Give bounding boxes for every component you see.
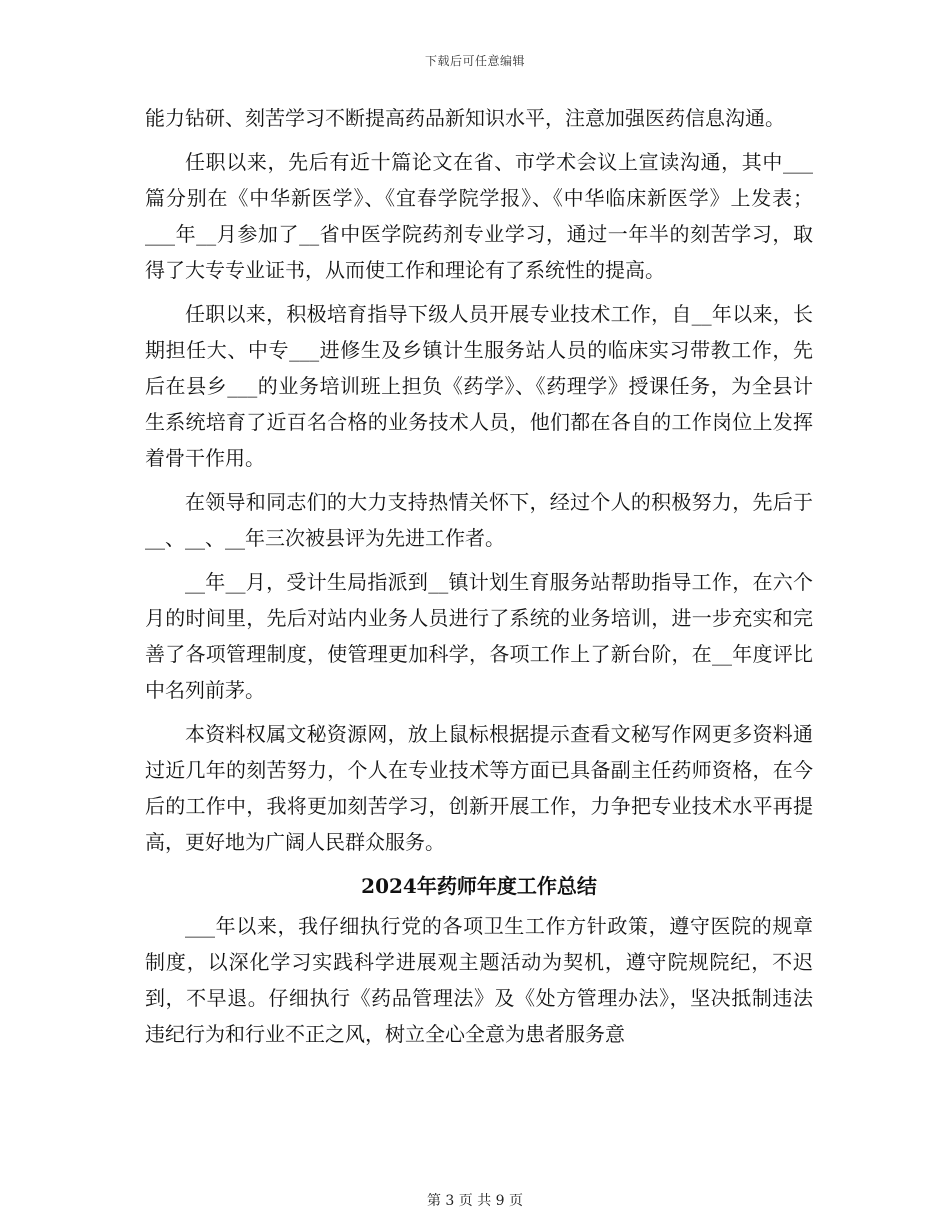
section-title: 2024年药师年度工作总结 [361, 874, 597, 898]
document-body [145, 100, 813, 1060]
paragraph-4: 在领导和同志们的大力支持热情关怀下，经过个人的积极努力，先后于__、__、__年三次被县评为先进工作者。 [145, 490, 813, 550]
paragraph-6: 本资料权属文秘资源网，放上鼠标根据提示查看文秘写作网更多资料通过近几年的刻苦努力，个人在专业技术等方面已具备副主任药师资格，在今后的工作中，我将更加刻苦学习，创新开展工作，力争把专业技术水平再提高，更好地为广阔人民群众服务。 [145, 722, 813, 854]
page-header: 下载后可任意编辑 [424, 54, 525, 68]
paragraph-5: __年__月，受计生局指派到__镇计划生育服务站帮助指导工作，在六个月的时间里，先后对站内业务人员进行了系统的业务培训，进一步充实和完善了各项管理制度，使管理更加科学，各项工作上了新台阶，在__年度评比中名列前茅。 [145, 570, 813, 702]
section-paragraph: ___年以来，我仔细执行党的各项卫生工作方针政策，遵守医院的规章制度，以深化学习实践科学进展观主题活动为契机，遵守院规院纪，不迟到，不早退。仔细执行《药品管理法》及《处方管理办法》，坚决抵制违法违纪行为和行业不正之风，树立全心全意为患者服务意 [145, 914, 813, 1046]
paragraph-3: 任职以来，积极培育指导下级人员开展专业技术工作，自__年以来，长期担任大、中专___进修生及乡镇计生服务站人员的临床实习带教工作，先后在县乡___的业务培训班上担负《药学》、《药理学》授课任务，为全县计生系统培育了近百名合格的业务技术人员，他们都在各自的工作岗位上发挥着骨干作用。 [145, 302, 813, 470]
page-footer: 第 3 页 共 9 页 [426, 1193, 524, 1209]
paragraph-2: 任职以来，先后有近十篇论文在省、市学术会议上宣读沟通，其中___篇分别在《中华新医学》、《宜春学院学报》、《中华临床新医学》上发表；___年__月参加了__省中医学院药剂专业学习，通过一年半的刻苦学习，取得了大专专业证书，从而使工作和理论有了系统性的提高。 [145, 150, 813, 282]
paragraph-1: 能力钻研、刻苦学习不断提高药品新知识水平，注意加强医药信息沟通。 [145, 106, 785, 130]
